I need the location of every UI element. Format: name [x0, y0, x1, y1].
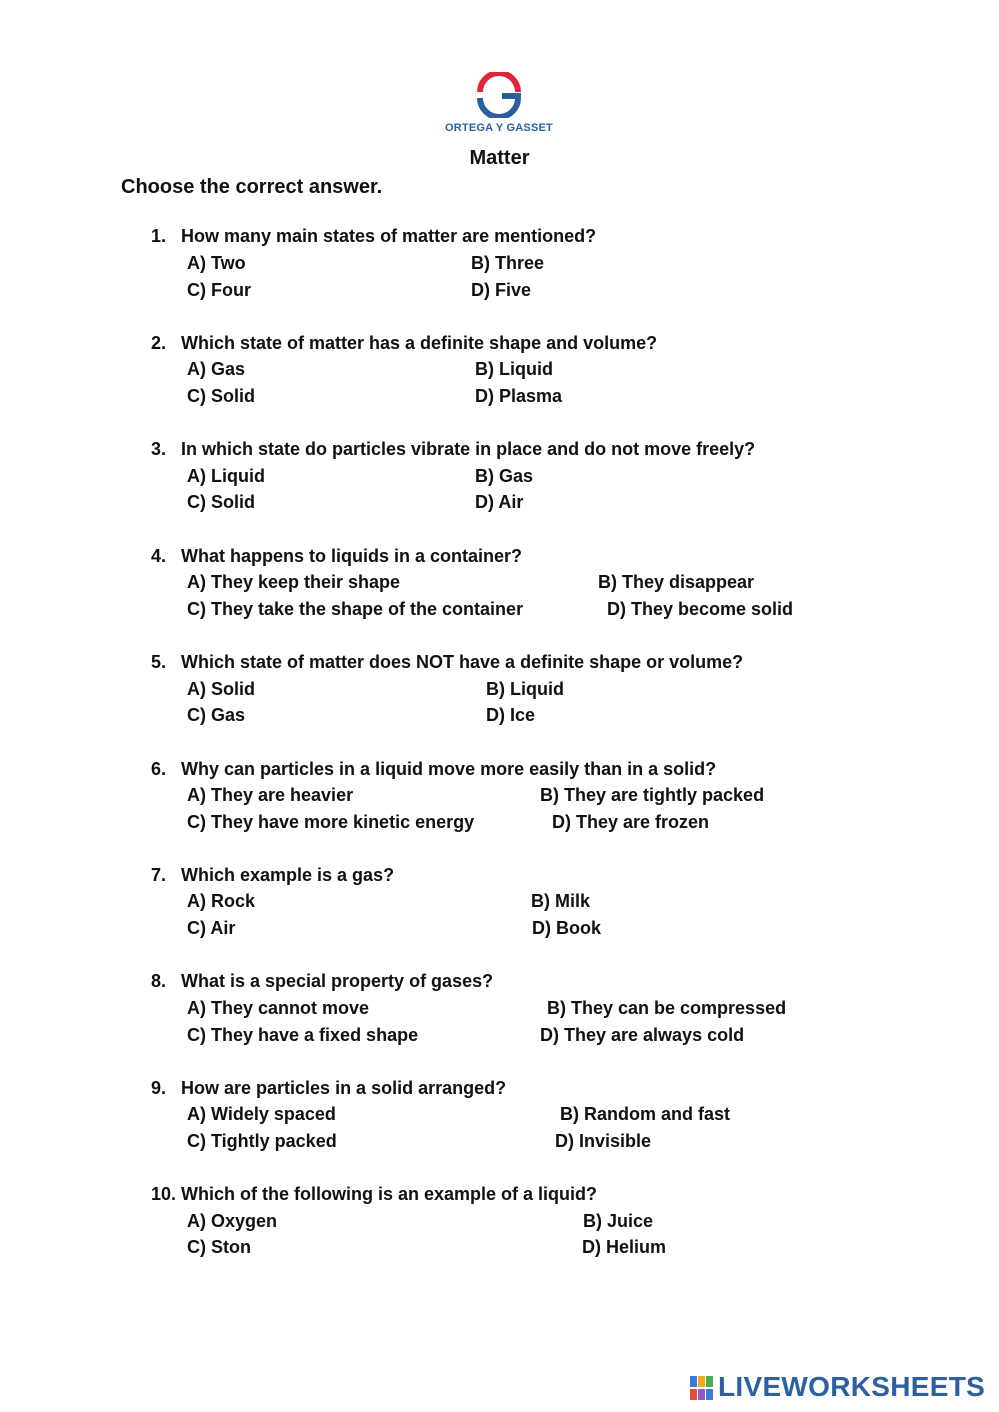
option-a[interactable]: A) They are heavier: [187, 785, 354, 805]
option-a[interactable]: A) They cannot move: [187, 998, 370, 1018]
question-text: How many main states of matter are mentioned?: [181, 226, 597, 246]
question-number: 9.: [151, 1078, 167, 1098]
option-b[interactable]: B) They disappear: [598, 572, 755, 592]
option-b[interactable]: B) Juice: [583, 1211, 654, 1231]
option-c[interactable]: C) Air: [187, 918, 236, 938]
option-a[interactable]: A) Solid: [187, 679, 255, 699]
question-number: 8.: [151, 971, 167, 991]
instructions: Choose the correct answer.: [121, 176, 383, 198]
option-c[interactable]: C) Gas: [187, 705, 246, 725]
option-d[interactable]: D) They become solid: [607, 599, 794, 619]
option-c[interactable]: C) They have a fixed shape: [187, 1025, 419, 1045]
question-text: What happens to liquids in a container?: [181, 546, 523, 566]
option-c[interactable]: C) Solid: [187, 492, 255, 512]
option-d[interactable]: D) Five: [471, 280, 532, 300]
option-c[interactable]: C) They take the shape of the container: [187, 599, 524, 619]
question-text: Which of the following is an example of a liquid?: [181, 1184, 598, 1204]
option-b[interactable]: B) Liquid: [475, 359, 553, 379]
option-b[interactable]: B) They are tightly packed: [540, 785, 765, 805]
option-c[interactable]: C) Ston: [187, 1237, 251, 1257]
option-d[interactable]: D) Invisible: [555, 1131, 652, 1151]
option-b[interactable]: B) Milk: [531, 891, 591, 911]
question-number: 6.: [151, 759, 167, 779]
option-a[interactable]: A) Gas: [187, 359, 246, 379]
option-c[interactable]: C) Solid: [187, 386, 255, 406]
option-d[interactable]: D) Plasma: [475, 386, 563, 406]
option-b[interactable]: B) Random and fast: [560, 1104, 731, 1124]
question-text: How are particles in a solid arranged?: [181, 1078, 507, 1098]
option-a[interactable]: A) Oxygen: [187, 1211, 278, 1231]
question-text: Which state of matter does NOT have a definite shape or volume?: [181, 652, 744, 672]
page-title: Matter: [469, 147, 530, 169]
option-b[interactable]: B) Liquid: [486, 679, 564, 699]
logo-g-icon: [476, 72, 522, 118]
option-a[interactable]: A) Rock: [187, 891, 256, 911]
question-number: 10.: [151, 1184, 177, 1204]
logo-text: ORTEGA Y GASSET: [445, 122, 553, 134]
option-a[interactable]: A) Liquid: [187, 466, 265, 486]
option-b[interactable]: B) They can be compressed: [547, 998, 787, 1018]
option-d[interactable]: D) They are always cold: [540, 1025, 745, 1045]
option-b[interactable]: B) Gas: [475, 466, 534, 486]
question-number: 1.: [151, 226, 167, 246]
question-number: 4.: [151, 546, 167, 566]
option-d[interactable]: D) Air: [475, 492, 524, 512]
question-text: Which example is a gas?: [181, 865, 395, 885]
question-number: 2.: [151, 333, 167, 353]
question-text: What is a special property of gases?: [181, 971, 494, 991]
option-d[interactable]: D) Helium: [582, 1237, 667, 1257]
question-text: In which state do particles vibrate in place and do not move freely?: [181, 439, 756, 459]
option-d[interactable]: D) Book: [532, 918, 601, 938]
option-c[interactable]: C) Tightly packed: [187, 1131, 337, 1151]
liveworksheets-text: LIVEWORKSHEETS: [718, 1371, 986, 1402]
question-number: 3.: [151, 439, 167, 459]
liveworksheets-icon: [690, 1376, 714, 1400]
option-d[interactable]: D) They are frozen: [552, 812, 710, 832]
question-number: 7.: [151, 865, 167, 885]
option-c[interactable]: C) They have more kinetic energy: [187, 812, 475, 832]
option-d[interactable]: D) Ice: [486, 705, 536, 725]
option-b[interactable]: B) Three: [471, 253, 545, 273]
option-a[interactable]: A) Widely spaced: [187, 1104, 336, 1124]
question-text: Which state of matter has a definite shape and volume?: [181, 333, 658, 353]
question-number: 5.: [151, 652, 167, 672]
option-a[interactable]: A) They keep their shape: [187, 572, 401, 592]
option-a[interactable]: A) Two: [187, 253, 246, 273]
option-c[interactable]: C) Four: [187, 280, 251, 300]
school-logo: [441, 72, 557, 142]
question-text: Why can particles in a liquid move more easily than in a solid?: [181, 759, 717, 779]
